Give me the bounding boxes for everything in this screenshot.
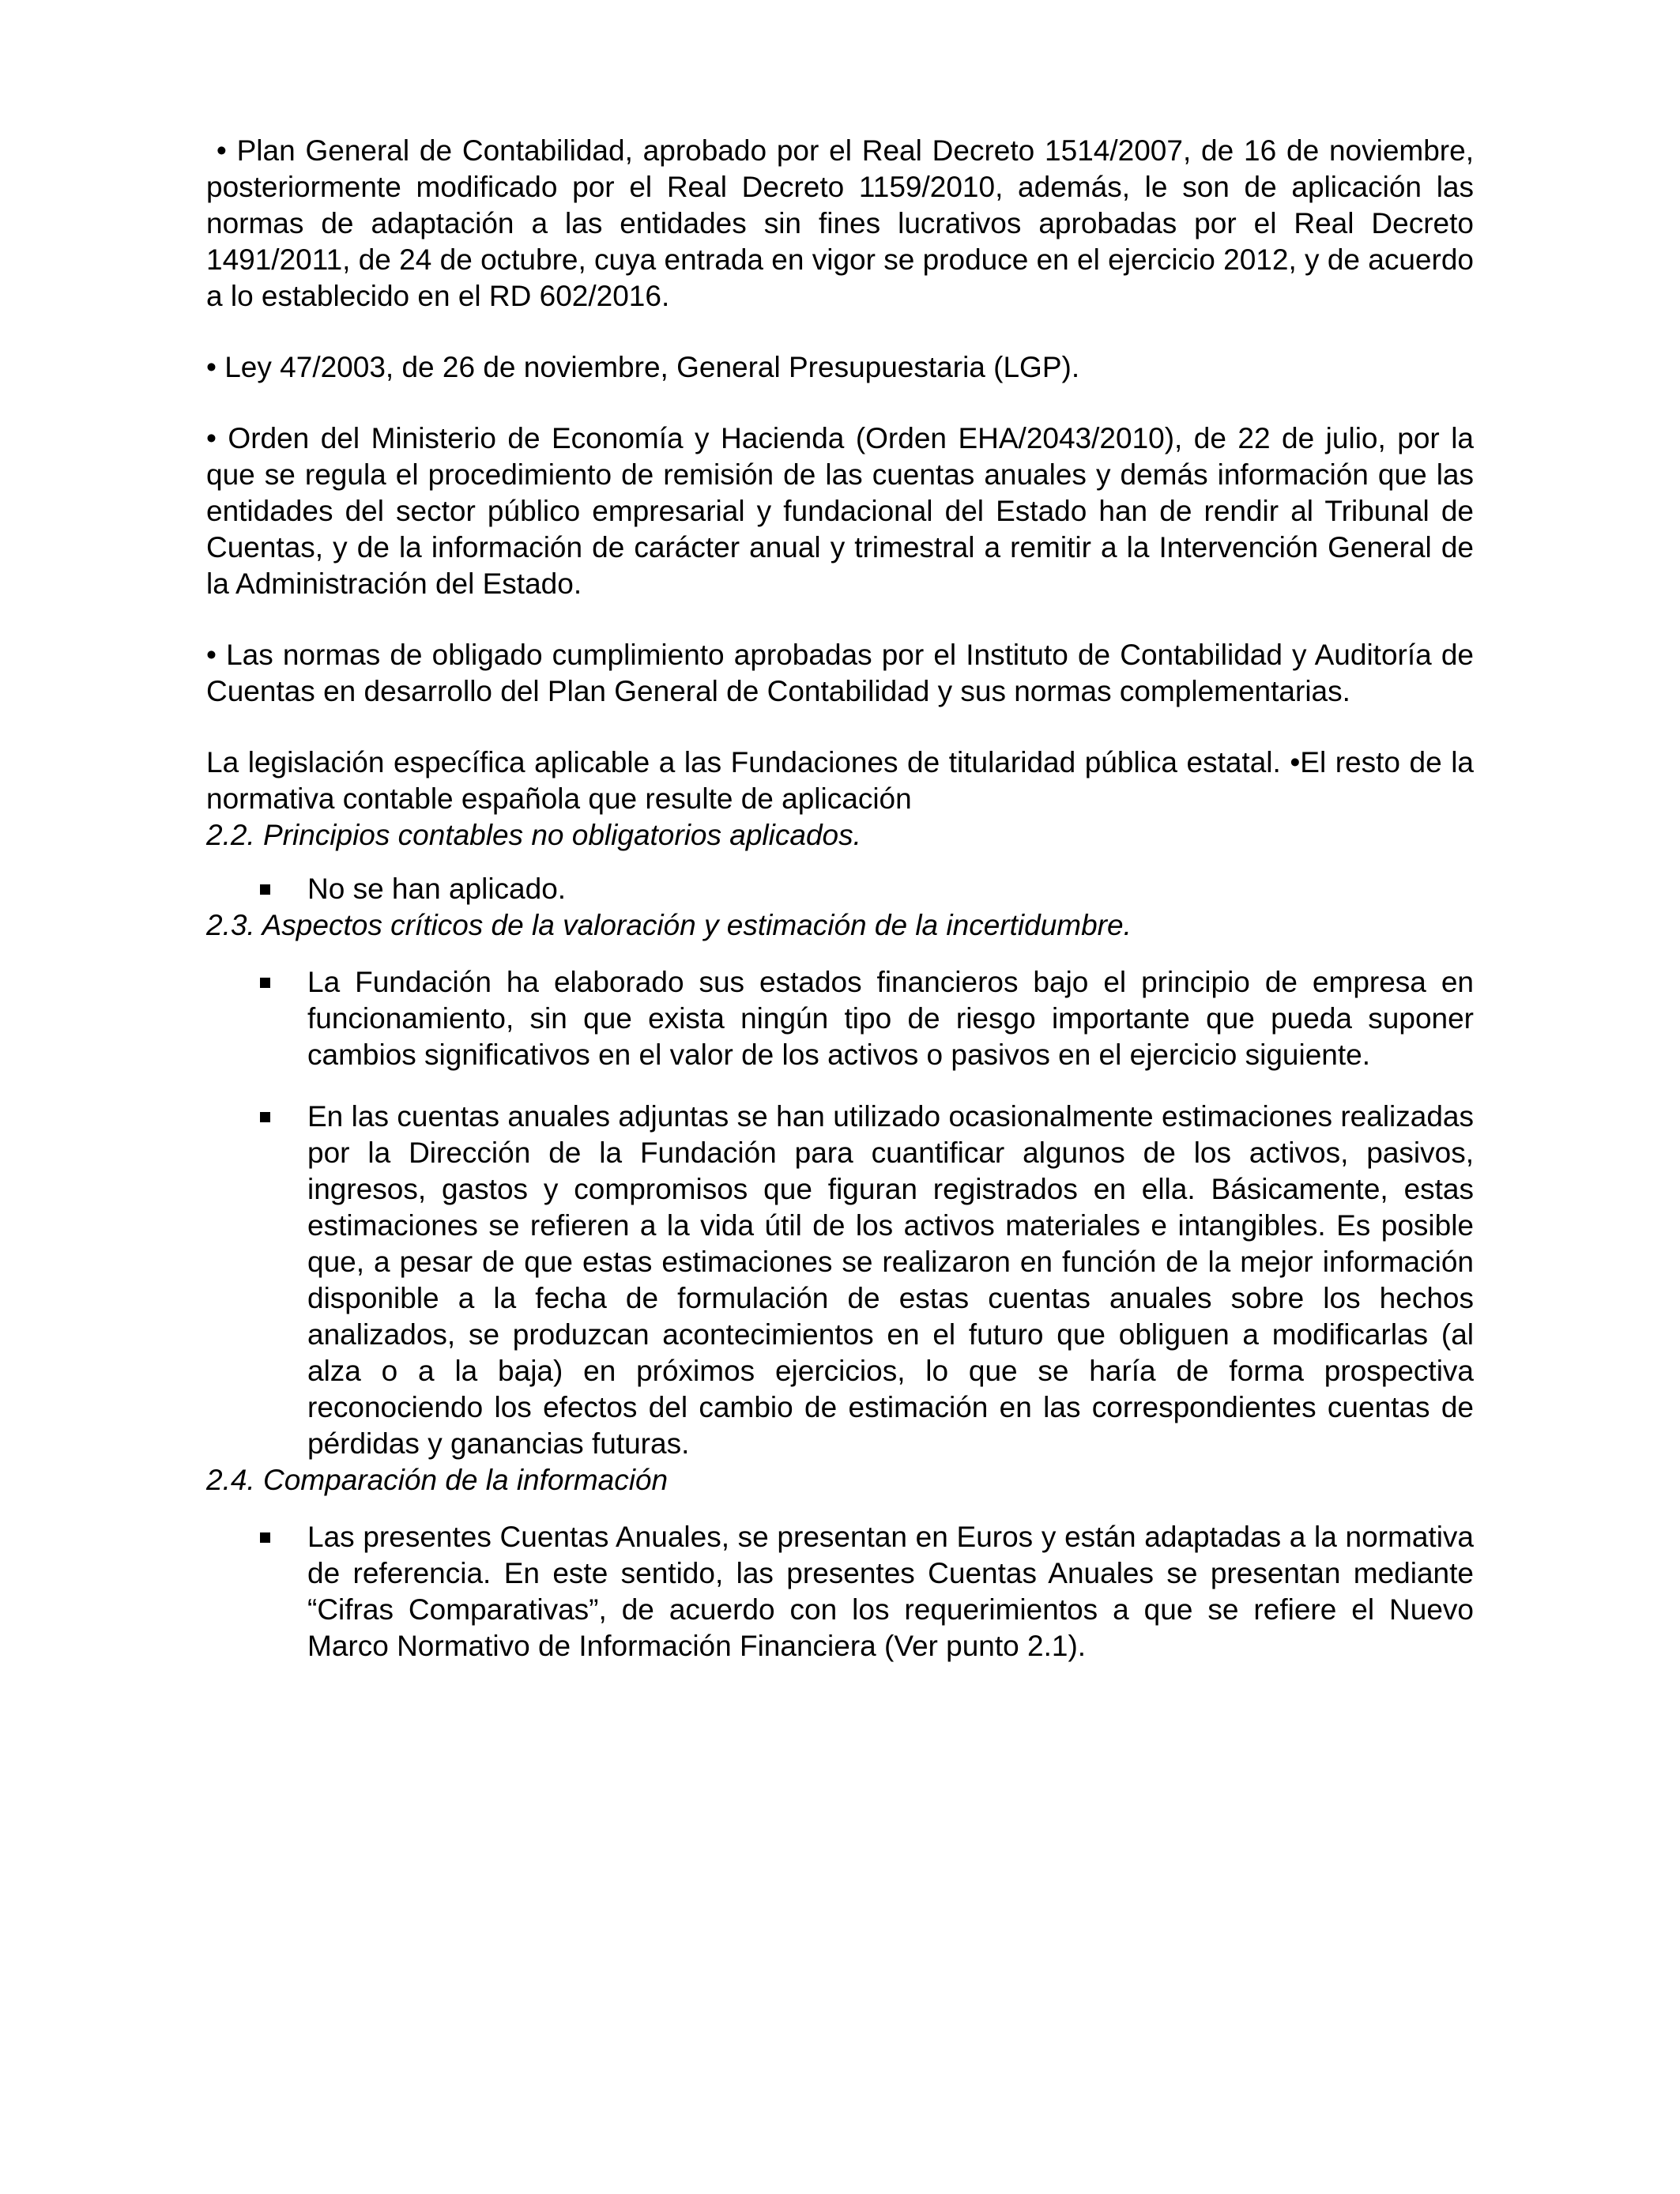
- list-item-text: No se han aplicado.: [307, 873, 567, 905]
- bullet-list-2-2: [206, 871, 1474, 907]
- document-page: [206, 133, 1474, 1664]
- bullet-list-2-4: [206, 1519, 1474, 1664]
- list-item: [206, 964, 1474, 1073]
- square-bullet-icon: [260, 884, 270, 895]
- list-item-text: La Fundación ha elaborado sus estados financieros bajo el principio de empresa en funcionamiento, sin que exista ningún tipo de riesgo importante que pueda suponer cambios significativos en el valor de los activos o pasivos en el ejercicio siguiente.: [307, 966, 1474, 1071]
- list-item: [206, 871, 1474, 907]
- list-item: [206, 1519, 1474, 1664]
- paragraph-legislacion-especifica: La legislación específica aplicable a las Fundaciones de titularidad pública estatal. •El resto de la normativa contable española que resulte de aplicación: [206, 746, 1474, 815]
- paragraph-ley-47-2003: • Ley 47/2003, de 26 de noviembre, General Presupuestaria (LGP).: [206, 351, 1080, 383]
- list-item: [206, 1099, 1474, 1462]
- section-heading-2-2: 2.2. Principios contables no obligatorios aplicados.: [206, 819, 861, 851]
- paragraph-normas-icac: • Las normas de obligado cumplimiento aprobadas por el Instituto de Contabilidad y Auditoría de Cuentas en desarrollo del Plan General de Contabilidad y sus normas complementarias.: [206, 639, 1474, 707]
- square-bullet-icon: [260, 1532, 270, 1543]
- paragraph-plan-general: • Plan General de Contabilidad, aprobado por el Real Decreto 1514/2007, de 16 de noviembre, posteriormente modificado por el Real Decreto 1159/2010, además, le son de aplicación las normas de adaptación a las entidades sin fines lucrativos aprobadas por el Real Decreto 1491/2011, de 24 de octubre, cuya entrada en vigor se produce en el ejercicio 2012, y de acuerdo a lo establecido en el RD 602/2016.: [206, 134, 1474, 312]
- section-heading-2-4: 2.4. Comparación de la información: [206, 1464, 669, 1496]
- square-bullet-icon: [260, 1112, 270, 1122]
- paragraph-orden-eha: • Orden del Ministerio de Economía y Hacienda (Orden EHA/2043/2010), de 22 de julio, por la que se regula el procedimiento de remisión de las cuentas anuales y demás información que las entidades del sector público empresarial y fundacional del Estado han de rendir al Tribunal de Cuentas, y de la información de carácter anual y trimestral a remitir a la Intervención General de la Administración del Estado.: [206, 422, 1474, 600]
- section-heading-2-3: 2.3. Aspectos críticos de la valoración y estimación de la incertidumbre.: [206, 909, 1132, 941]
- bullet-list-2-3: [206, 964, 1474, 1462]
- square-bullet-icon: [260, 978, 270, 988]
- list-item-text: Las presentes Cuentas Anuales, se presentan en Euros y están adaptadas a la normativa de referencia. En este sentido, las presentes Cuentas Anuales se presentan mediante “Cifras Comparativas”, de acuerdo con los requerimientos a que se refiere el Nuevo Marco Normativo de Información Financiera (Ver punto 2.1).: [307, 1521, 1474, 1662]
- list-item-text: En las cuentas anuales adjuntas se han utilizado ocasionalmente estimaciones realizadas por la Dirección de la Fundación para cuantificar algunos de los activos, pasivos, ingresos, gastos y compromisos que figuran registrados en ella. Básicamente, estas estimaciones se refieren a la vida útil de los activos materiales e intangibles. Es posible que, a pesar de que estas estimaciones se realizaron en función de la mejor información disponible a la fecha de formulación de estas cuentas anuales sobre los hechos analizados, se produzcan acontecimientos en el futuro que obliguen a modificarlas (al alza o a la baja) en próximos ejercicios, lo que se haría de forma prospectiva reconociendo los efectos del cambio de estimación en las correspondientes cuentas de pérdidas y ganancias futuras.: [307, 1100, 1474, 1460]
